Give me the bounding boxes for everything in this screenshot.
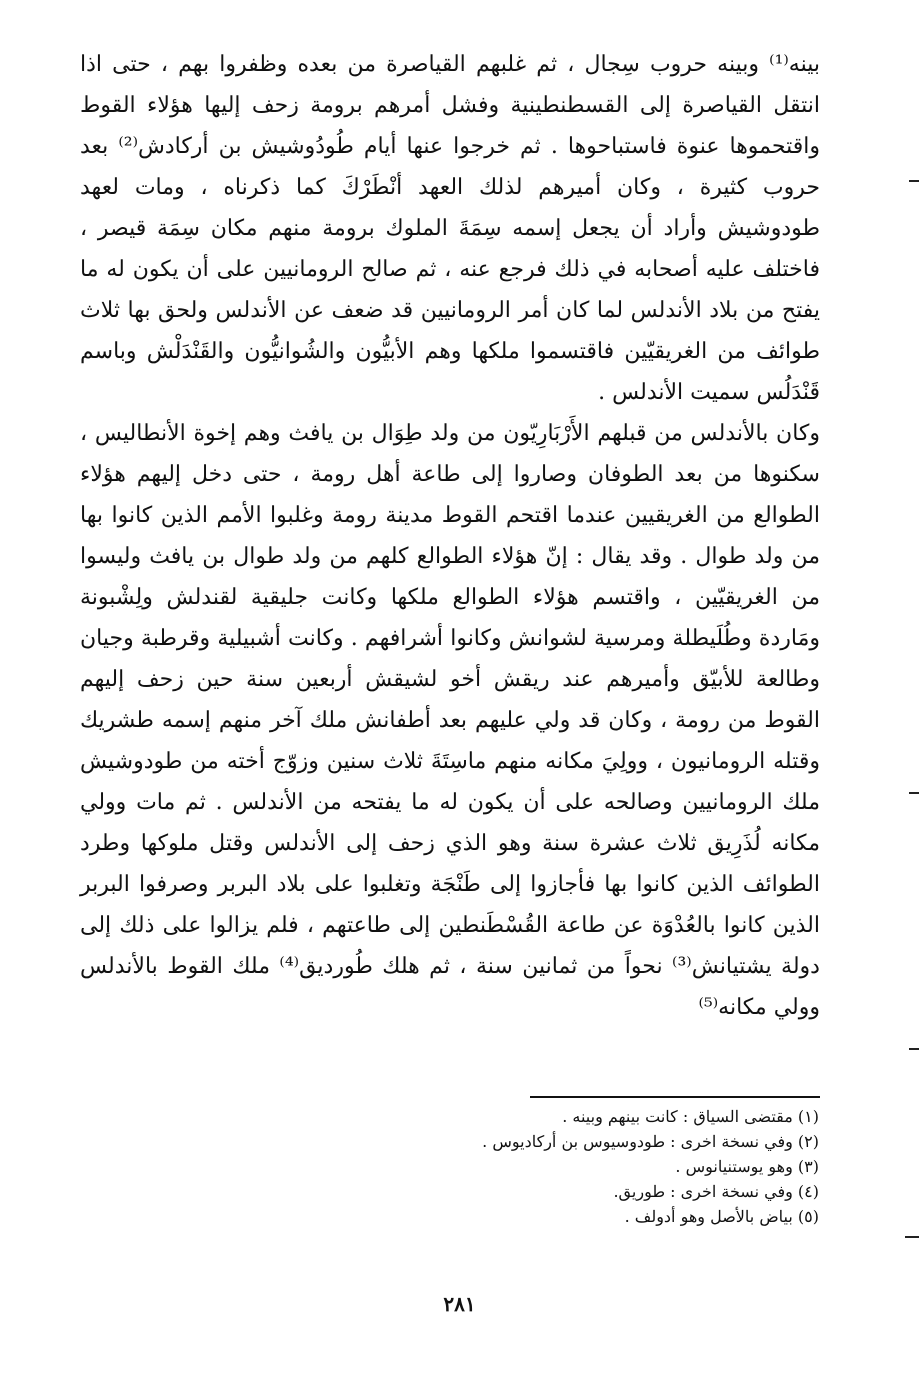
scan-edge-mark [909, 1048, 919, 1050]
scan-edge-mark [905, 1236, 919, 1238]
footnote-separator [530, 1096, 820, 1098]
footnote-3: (٣) وهو يوستنيانوس . [675, 1157, 819, 1176]
page-number: ٢٨١ [443, 1292, 476, 1316]
main-text [80, 44, 820, 1028]
scan-edge-mark [909, 180, 919, 182]
scan-edge-mark [909, 792, 919, 794]
footnote-5: (٥) بياض بالأصل وهو أدولف . [624, 1207, 819, 1226]
footnote-1: (١) مقتضى السياق : كانت بينهم وبينه . [562, 1107, 819, 1126]
paragraph-1: بينه⁽¹⁾ وبينه حروب سِجال ، ثم غلبهم القياصرة من بعده وظفروا بهم ، حتى اذا انتقل القياصرة إلى القسطنطينية وفشل أمرهم برومة زحف إليها هؤلاء القوط واقتحموها عنوة فاستباحوها . ثم خرجوا عنها أيام طُودُوشيش بن أركادش⁽²⁾ بعد حروب كثيرة ، وكان أميرهم لذلك العهد أنْطَرْكَ كما ذكرناه ، ومات لعهد طودوشيش وأراد أن يجعل إسمه سِمَةَ الملوك برومة منهم مكان سِمَة قيصر ، فاختلف عليه أصحابه في ذلك فرجع عنه ، ثم صالح الرومانيين على أن يكون له ما يفتح من بلاد الأندلس لما كان أمر الرومانيين قد ضعف عن الأندلس ولحق بها ثلاث طوائف من الغريقيّين فاقتسموا ملكها وهم الأبيُّون والشُوانيُّون والقَنْدَلْش وباسم قَنْدَلُس سميت الأندلس . [80, 52, 820, 405]
footnotes [319, 1104, 819, 1229]
footnote-4: (٤) وفي نسخة اخرى : طوريق. [613, 1182, 819, 1201]
footnote-2: (٢) وفي نسخة اخرى : طودوسيوس بن أركاديوس . [482, 1132, 819, 1151]
paragraph-2: وكان بالأندلس من قبلهم الأَرْبَارِيّون من ولد طِوَال بن يافث وهم إخوة الأنطاليس ، سكنوها من بعد الطوفان وصاروا إلى طاعة أهل رومة ، حتى دخل إليهم هؤلاء الطوالع من الغريقيين عندما اقتحم القوط مدينة رومة وغلبوا الأمم الذين كانوا بها من ولد طوال . وقد يقال : إنّ هؤلاء الطوالع كلهم من ولد طوال بن يافث وليسوا من الغريقيّين ، واقتسم هؤلاء الطوالع ملكها وكانت جليقية لقندلش ولِشْبونة ومَاردة وطُلَيطلة ومرسية لشوانش وكانوا أشرافهم . وكانت أشبيلية وقرطبة وجيان وطالعة للأبيّق وأميرهم عند ريقش أخو لشيقش أربعين سنة حين زحف إليهم القوط من رومة ، وكان قد ولي عليهم بعد أطفانش ملك آخر منهم إسمه طشريك وقتله الرومانيون ، وولِيَ مكانه منهم ماسِتَةَ ثلاث سنين وزوّج أخته من طودوشيش ملك الرومانيين وصالحه على أن يكون له ما يفتحه من الأندلس . ثم مات وولي مكانه لُذَرِيق ثلاث عشرة سنة وهو الذي زحف إلى الأندلس وقتل ملوكها وطرد الطوائف الذين كانوا بها فأجازوا إلى طَنْجَة وتغلبوا على بلاد البربر وصرفوا البربر الذين كانوا بالعُدْوَة عن طاعة القُسْطَنطين إلى طاعتهم ، فلم يزالوا على ذلك إلى دولة يشتيانش⁽³⁾ نحواً من ثمانين سنة ، ثم هلك طُورديق⁽⁴⁾ ملك القوط بالأندلس وولي مكانه⁽⁵⁾ [80, 421, 820, 1020]
